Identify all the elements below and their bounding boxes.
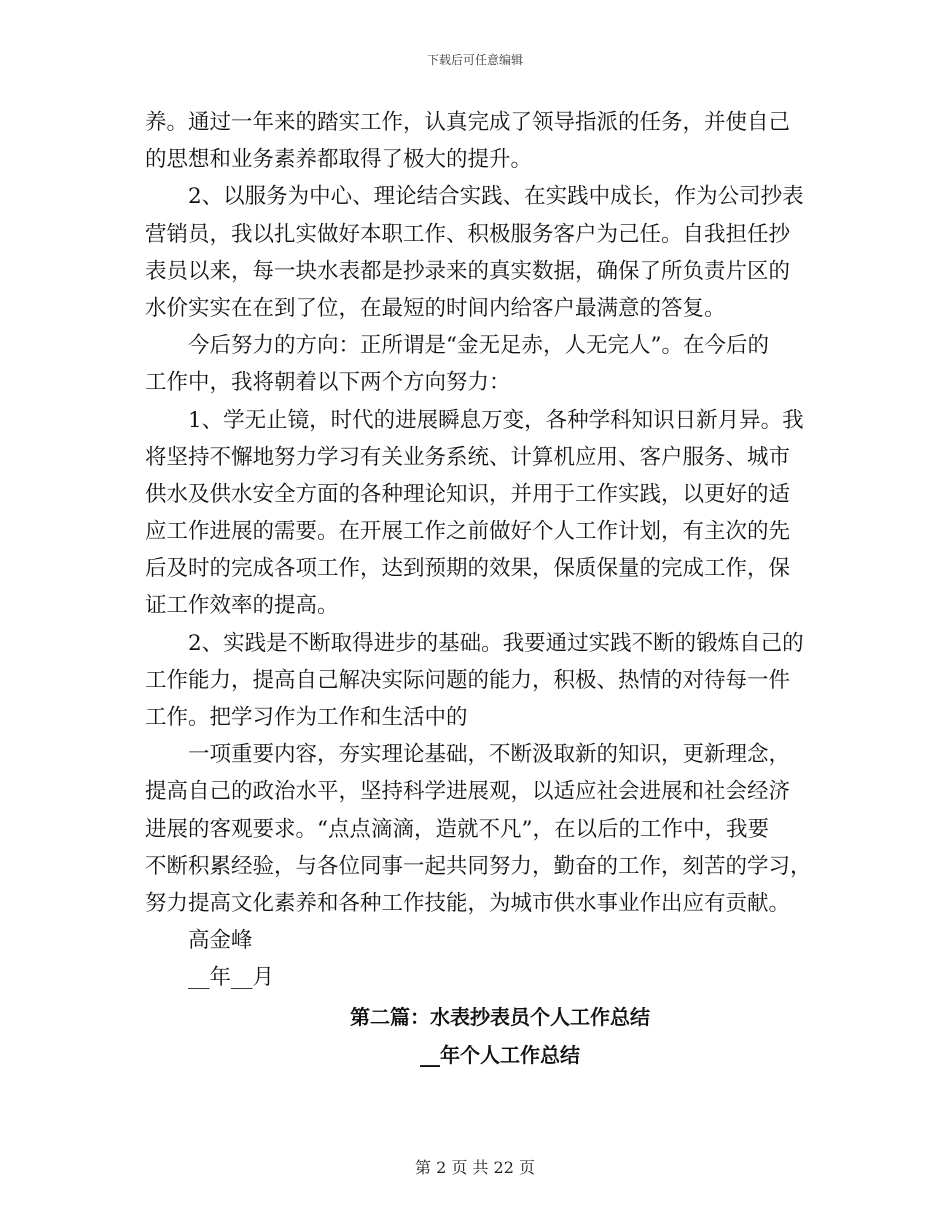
text-line: 养。通过一年来的踏实工作，认真完成了领导指派的任务，并使自己 — [145, 110, 791, 135]
text-line: 供水及供水安全方面的各种理论知识，并用于工作实践，以更好的适 — [145, 481, 791, 507]
text-line: 高金峰 — [188, 928, 253, 954]
text-line: 营销员，我以扎实做好本职工作、积极服务客户为己任。自我担任抄 — [145, 221, 791, 247]
text-line: 工作中，我将朝着以下两个方向努力： — [145, 370, 511, 396]
text-line: 努力提高文化素养和各种工作技能，为城市供水事业作出应有贡献。 — [145, 890, 791, 916]
text-line: __年__月 — [188, 965, 275, 991]
page-number-footer: 第 2 页 共 22 页 — [415, 1158, 535, 1177]
text-line: 证工作效率的提高。 — [145, 593, 339, 619]
text-line: 一项重要内容，夯实理论基础，不断汲取新的知识，更新理念， — [188, 742, 791, 768]
text-line: 2、以服务为中心、理论结合实践、在实践中成长，作为公司抄表 — [188, 184, 804, 210]
text-line: 水价实实在在到了位，在最短的时间内给客户最满意的答复。 — [145, 295, 726, 321]
text-line: 将坚持不懈地努力学习有关业务系统、计算机应用、客户服务、城市 — [145, 444, 791, 470]
paragraph-lines — [145, 104, 812, 997]
text-line: 2、实践是不断取得进步的基础。我要通过实践不断的锻炼自己的 — [188, 630, 804, 656]
text-line: 的思想和业务素养都取得了极大的提升。 — [145, 147, 533, 173]
text-line: 工作能力，提高自己解决实际问题的能力，积极、热情的对待每一件 — [145, 667, 791, 693]
text-line: 进展的客观要求。“点点滴滴，造就不凡”，在以后的工作中，我要 — [145, 816, 769, 842]
text-line: 应工作进展的需要。在开展工作之前做好个人工作计划，有主次的先 — [145, 519, 791, 545]
text-line: 不断积累经验，与各位同事一起共同努力，勤奋的工作，刻苦的学习， — [145, 853, 812, 879]
text-line: 表员以来，每一块水表都是抄录来的真实数据，确保了所负责片区的 — [145, 258, 791, 284]
text-line: 提高自己的政治水平，坚持科学进展观，以适应社会进展和社会经济 — [145, 779, 791, 805]
document-body — [145, 104, 812, 997]
text-line: 1、学无止镜，时代的进展瞬息万变，各种学科知识日新月异。我 — [188, 407, 804, 433]
page-header: 下载后可任意编辑 — [426, 53, 523, 67]
text-line: 后及时的完成各项工作，达到预期的效果，保质保量的完成工作，保 — [145, 556, 791, 582]
text-line: 工作。把学习作为工作和生活中的 — [145, 705, 468, 730]
section-subtitle: __年个人工作总结 — [420, 1043, 580, 1067]
section-title: 第二篇：水表抄表员个人工作总结 — [350, 1005, 650, 1029]
text-line: 今后努力的方向：正所谓是“金无足赤，人无完人”。在今后的 — [188, 333, 769, 359]
